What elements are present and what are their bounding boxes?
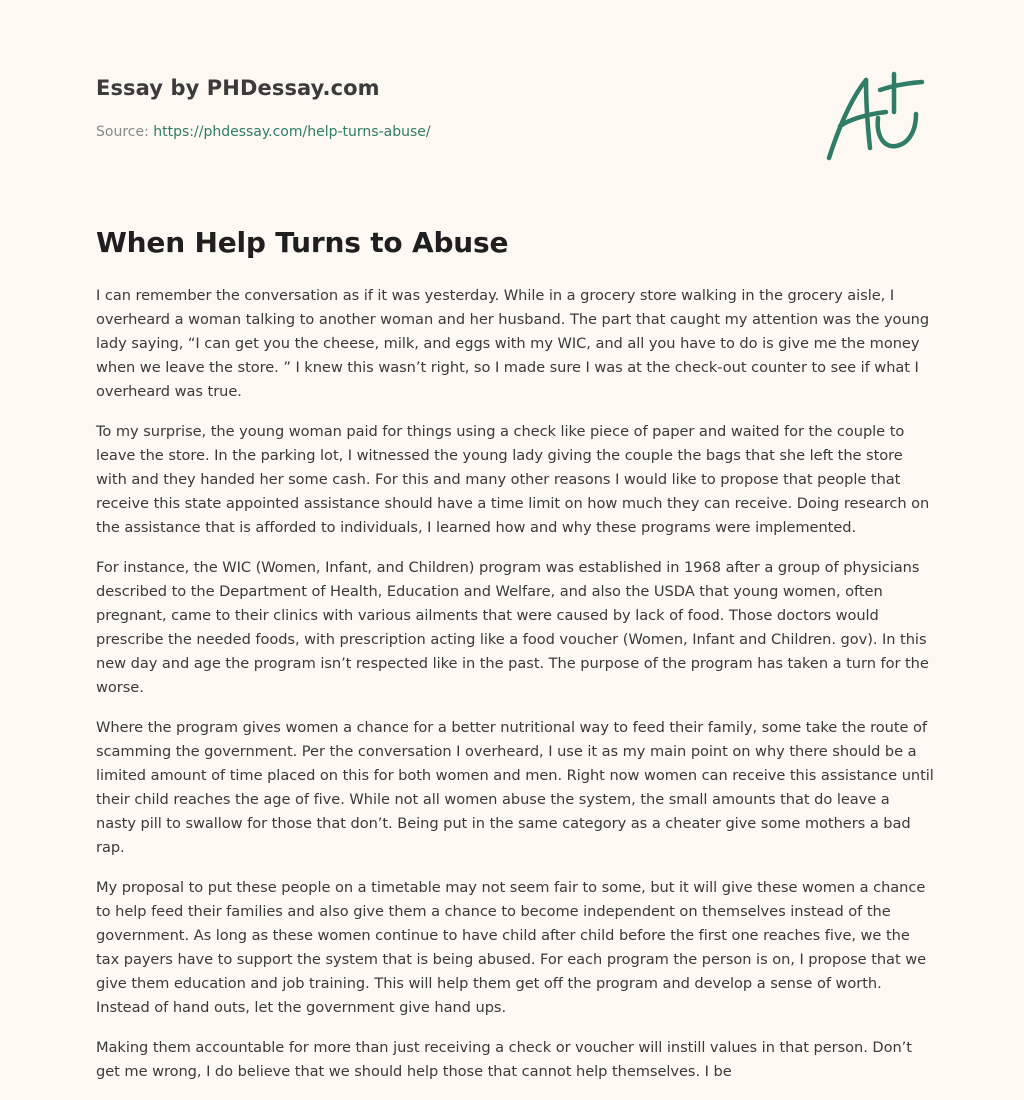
essay-paragraph: I can remember the conversation as if it was yesterday. While in a grocery store walking in the grocery aisle, I overheard a woman talking to another woman and her husband. The part that caught my attention was the young lady saying, “I can get you the cheese, milk, and eggs with my WIC, and all you have to do is give me the money when we leave the store. ” I knew this wasn’t right, so I made sure I was at the check-out counter to see if what I overheard was true. <box>96 287 930 400</box>
essay-paragraph: For instance, the WIC (Women, Infant, and Children) program was established in 1968 after a group of physicians described to the Department of Health, Education and Welfare, and also the USDA that young women, often pregnant, came to their clinics with various ailments that were caused by lack of food. Those doctors would prescribe the needed foods, with prescription acting like a food voucher (Women, Infant and Children. gov). In this new day and age the program isn’t respected like in the past. The purpose of the program has taken a turn for the worse. <box>96 559 929 696</box>
essay-paragraph: Where the program gives women a chance for a better nutritional way to feed their family, some take the route of scamming the government. Per the conversation I overheard, I use it as my main point on why there should be a limited amount of time placed on this for both women and men. Right now women can receive this assistance until their child reaches the age of five. While not all women abuse the system, the small amounts that do leave a nasty pill to swallow for those that don’t. Being put in the same category as a cheater give some mothers a bad rap. <box>96 719 934 856</box>
source-link[interactable]: https://phdessay.com/help-turns-abuse/ <box>153 124 431 140</box>
essay-body <box>96 284 934 1100</box>
source-line <box>96 124 431 140</box>
essay-paragraph: To my surprise, the young woman paid for things using a check like piece of paper and waited for the couple to leave the store. In the parking lot, I witnessed the young lady giving the couple the bags that she left the store with and they handed her some cash. For this and many other reasons I would like to propose that people that receive this state appointed assistance should have a time limit on how much they can receive. Doing research on the assistance that is afforded to individuals, I learned how and why these programs were implemented. <box>96 423 930 536</box>
site-brand[interactable]: Essay by PHDessay.com <box>96 76 380 100</box>
essay-paragraph: My proposal to put these people on a timetable may not seem fair to some, but it will give these women a chance to help feed their families and also give them a chance to become independent on themselves instead of the government. As long as these women continue to have child after child before the first one reaches five, we the tax payers have to support the system that is being abused. For each program the person is on, I propose that we give them education and job training. This will help them get off the program and develop a sense of worth. Instead of hand outs, let the government give hand ups. <box>96 879 927 1016</box>
a-plus-logo-icon <box>826 70 926 164</box>
essay-paragraph: Making them accountable for more than just receiving a check or voucher will instill values in that person. Don’t get me wrong, I do believe that we should help those that cannot help themselves. I be <box>96 1039 912 1080</box>
source-label: Source: <box>96 124 154 140</box>
essay-title: When Help Turns to Abuse <box>96 226 509 259</box>
